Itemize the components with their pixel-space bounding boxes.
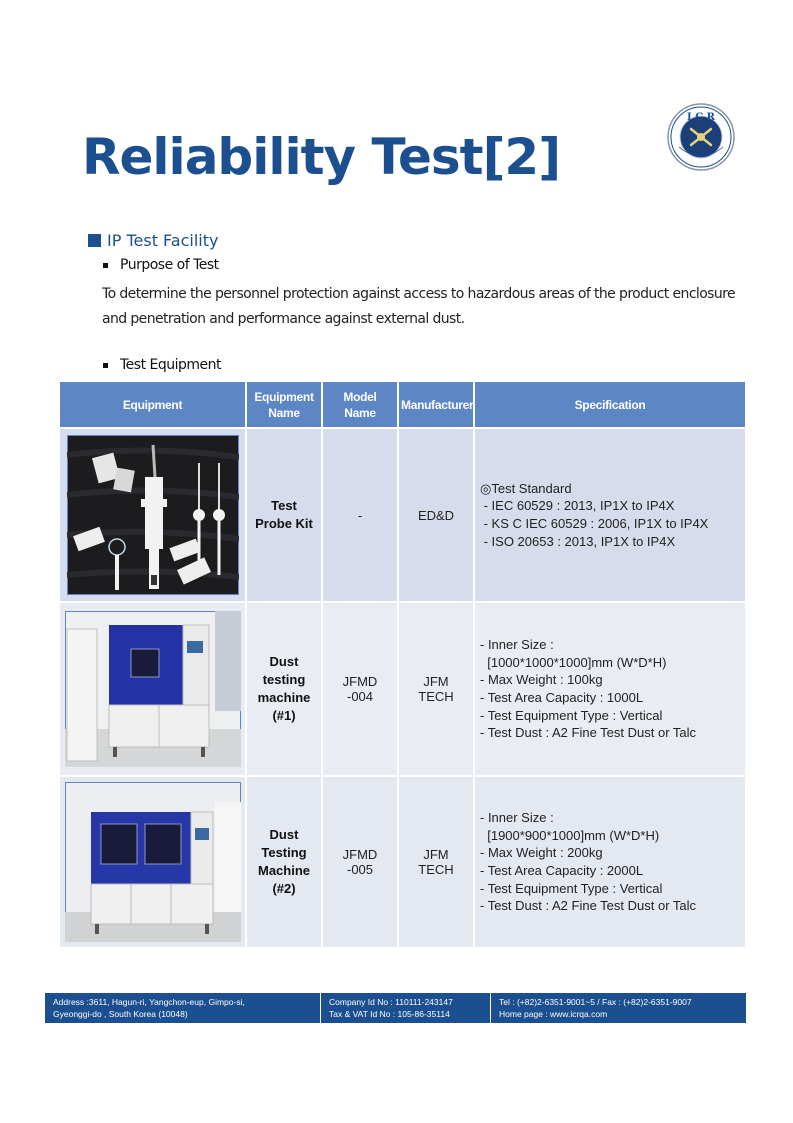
equipment-heading-label: Test Equipment	[120, 357, 222, 373]
header-model-name	[322, 382, 398, 428]
cell-line: -	[357, 507, 363, 523]
header-equipment-name	[246, 382, 322, 428]
table-row	[60, 776, 745, 947]
spec-line: - Test Dust : A2 Fine Test Dust or Talc	[480, 725, 697, 741]
cell-line: (#1)	[272, 708, 296, 723]
dust-machine-1-photo	[65, 611, 241, 767]
spec-line: - Test Equipment Type : Vertical	[480, 707, 663, 723]
cell-line: (#2)	[272, 881, 296, 896]
footer-homepage-link[interactable]: Home page : www.icrqa.com	[499, 1009, 608, 1019]
section-heading	[88, 231, 218, 250]
purpose-heading-label: Purpose of Test	[120, 257, 219, 273]
spec-line: - ISO 20653 : 2013, IP1X to IP4X	[480, 533, 676, 549]
manufacturer-cell	[398, 602, 474, 776]
footer-line: Address :3611, Hagun-ri, Yangchon-eup, Gimpo-si,	[53, 997, 245, 1007]
equipment-table	[60, 382, 745, 947]
spec-line: [1900*900*1000]mm (W*D*H)	[480, 827, 660, 843]
spec-line: [1000*1000*1000]mm (W*D*H)	[480, 654, 667, 670]
manufacturer-cell	[398, 776, 474, 947]
footer-line: Tel : (+82)2-6351-9001~5 / Fax : (+82)2-6351-9007	[499, 997, 692, 1007]
header-line: Equipment	[254, 389, 314, 404]
header-manufacturer: Manufacturer	[398, 382, 474, 428]
cell-line: machine	[257, 690, 311, 705]
cell-line: Testing	[261, 845, 307, 860]
spec-line: - Test Area Capacity : 1000L	[480, 690, 644, 705]
model-name-cell	[322, 428, 398, 602]
header-line: Model	[343, 389, 377, 404]
equipment-photo-cell	[60, 602, 246, 776]
header-line: Name	[268, 405, 300, 420]
probe-kit-photo	[67, 435, 239, 595]
cell-line: JFM	[423, 674, 449, 689]
cell-line: -005	[346, 862, 374, 877]
header-specification: Specification	[474, 382, 745, 428]
footer-line: Tax & VAT Id No : 105-86-35114	[329, 1009, 450, 1019]
table-header-row	[60, 382, 745, 428]
footer-address	[45, 993, 321, 1023]
company-logo	[667, 103, 735, 171]
equipment-name-cell	[246, 428, 322, 602]
header-line: Name	[344, 405, 376, 420]
table-row	[60, 428, 745, 602]
model-name-cell	[322, 602, 398, 776]
specification-cell	[474, 602, 745, 776]
spec-line: - KS C IEC 60529 : 2006, IP1X to IP4X	[480, 516, 709, 531]
cell-line: Test	[271, 498, 297, 513]
cell-line: TECH	[418, 862, 454, 877]
equipment-name-cell	[246, 776, 322, 947]
svg-text:I C R: I C R	[687, 112, 715, 123]
spec-line: - Max Weight : 200kg	[480, 845, 603, 861]
bullet-icon	[103, 263, 108, 268]
bullet-icon	[103, 363, 108, 368]
cell-line: Dust	[269, 654, 299, 669]
spec-line: - Max Weight : 100kg	[480, 672, 603, 688]
specification-cell	[474, 428, 745, 602]
manufacturer-cell	[398, 428, 474, 602]
cell-line: Probe Kit	[255, 516, 313, 531]
cell-line: Dust	[269, 827, 299, 842]
spec-line: - Test Area Capacity : 2000L	[480, 863, 644, 878]
cell-line: ED&D	[417, 507, 455, 523]
spec-line: - Test Equipment Type : Vertical	[480, 880, 663, 896]
header-equipment: Equipment	[60, 382, 246, 428]
footer-contact	[491, 993, 746, 1023]
cell-line: -004	[346, 689, 374, 704]
dust-machine-2-photo	[65, 782, 241, 942]
equipment-photo-cell	[60, 428, 246, 602]
footer-bar	[45, 993, 746, 1023]
spec-line: - Inner Size :	[480, 636, 554, 652]
purpose-line: and penetration and performance against external dust.	[102, 311, 465, 327]
footer-line: Gyeonggi-do , South Korea (10048)	[53, 1009, 188, 1019]
cell-line: testing	[262, 672, 306, 687]
model-name-cell	[322, 776, 398, 947]
spec-line: - Test Dust : A2 Fine Test Dust or Talc	[480, 898, 697, 914]
specification-cell	[474, 776, 745, 947]
spec-line: - Inner Size :	[480, 809, 554, 825]
table-row	[60, 602, 745, 776]
cell-line: JFMD	[342, 847, 378, 862]
equipment-name-cell	[246, 602, 322, 776]
section-title: IP Test Facility	[107, 231, 219, 250]
footer-line: Company Id No : 110111-243147	[329, 997, 453, 1007]
spec-line: ◎Test Standard	[480, 480, 572, 496]
spec-line: - IEC 60529 : 2013, IP1X to IP4X	[480, 498, 675, 514]
purpose-paragraph	[102, 282, 735, 332]
purpose-heading	[103, 257, 219, 273]
purpose-line: To determine the personnel protection against access to hazardous areas of the product enclosure	[102, 286, 736, 302]
section-square-icon	[88, 234, 101, 247]
cell-line: JFMD	[342, 674, 378, 689]
equipment-photo-cell	[60, 776, 246, 947]
page-title: Reliability Test[2]	[82, 128, 561, 186]
cell-line: Machine	[257, 863, 310, 878]
cell-line: TECH	[418, 689, 454, 704]
footer-company-ids	[321, 993, 491, 1023]
cell-line: JFM	[423, 847, 449, 862]
equipment-heading	[103, 357, 221, 373]
